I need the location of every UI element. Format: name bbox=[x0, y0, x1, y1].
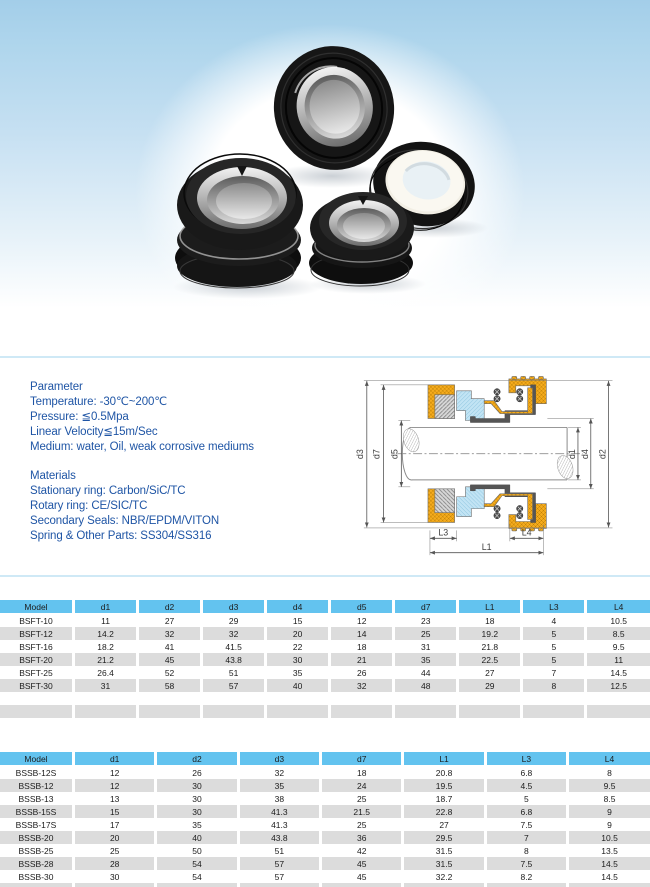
model-cell: BSSB-15S bbox=[0, 805, 74, 818]
value-cell: 12 bbox=[330, 614, 394, 628]
value-cell bbox=[485, 883, 567, 887]
seal-center bbox=[309, 192, 414, 286]
spec-line-temperature: Temperature: -30℃~200℃ bbox=[30, 396, 168, 408]
specs-text bbox=[30, 380, 254, 558]
model-cell: BSSB-30 bbox=[0, 870, 74, 883]
value-cell bbox=[586, 705, 650, 718]
table-row bbox=[0, 666, 650, 679]
value-cell bbox=[586, 692, 650, 705]
value-cell: 22.8 bbox=[403, 805, 485, 818]
value-cell: 21.5 bbox=[321, 805, 403, 818]
value-cell: 19.2 bbox=[458, 627, 522, 640]
value-cell: 14.5 bbox=[610, 667, 627, 678]
value-cell: 24 bbox=[321, 779, 403, 792]
value-cell: 11 bbox=[74, 614, 138, 628]
model-cell: BSSB-28 bbox=[0, 857, 74, 870]
value-cell: 20 bbox=[266, 627, 330, 640]
seal-cross-section-diagram bbox=[352, 371, 648, 571]
value-cell: 7.5 bbox=[485, 818, 567, 831]
value-cell: 31 bbox=[394, 640, 458, 653]
value-cell: 21.2 bbox=[74, 653, 138, 666]
value-cell: 14.2 bbox=[74, 627, 138, 640]
value-cell: 5 bbox=[522, 640, 586, 653]
value-cell: 8 bbox=[522, 679, 586, 692]
model-cell: BSSB-12 bbox=[0, 779, 74, 792]
value-cell: 40 bbox=[156, 831, 238, 844]
value-cell: 35 bbox=[394, 653, 458, 666]
dim-label-d2: d2 bbox=[597, 449, 608, 460]
value-cell bbox=[321, 883, 403, 887]
table-row bbox=[0, 779, 650, 792]
value-cell: 58 bbox=[138, 679, 202, 692]
column-header: d2 bbox=[156, 752, 238, 766]
value-cell: 41.3 bbox=[238, 805, 320, 818]
value-cell: 29 bbox=[202, 614, 266, 628]
column-header: d7 bbox=[321, 752, 403, 766]
model-cell: BSSB-12S bbox=[0, 766, 74, 780]
value-cell: 29 bbox=[458, 679, 522, 692]
value-cell bbox=[74, 883, 156, 887]
dim-label-d5: d5 bbox=[389, 449, 400, 460]
value-cell: 57 bbox=[238, 857, 320, 870]
value-cell bbox=[522, 692, 586, 705]
value-cell: 25 bbox=[74, 844, 156, 857]
value-cell: 32 bbox=[238, 766, 320, 780]
spec-line-pressure: Pressure: ≦0.5Mpa bbox=[30, 411, 129, 423]
value-cell: 5 bbox=[522, 627, 586, 640]
value-cell: 20.8 bbox=[403, 766, 485, 780]
spec-line-spring-parts: Spring & Other Parts: SS304/SS316 bbox=[30, 530, 212, 542]
value-cell: 14 bbox=[330, 627, 394, 640]
value-cell: 52 bbox=[138, 666, 202, 679]
value-cell: 38 bbox=[238, 792, 320, 805]
value-cell: 25 bbox=[321, 792, 403, 805]
value-cell: 30 bbox=[156, 792, 238, 805]
value-cell bbox=[568, 883, 650, 887]
value-cell: 30 bbox=[266, 653, 330, 666]
value-cell: 26.4 bbox=[74, 666, 138, 679]
value-cell: 8 bbox=[485, 844, 567, 857]
value-cell: 19.5 bbox=[403, 779, 485, 792]
value-cell: 29.5 bbox=[403, 831, 485, 844]
table-row bbox=[0, 614, 650, 628]
parameter-title: Parameter bbox=[30, 381, 83, 393]
value-cell bbox=[74, 692, 138, 705]
model-cell: BSFT-10 bbox=[0, 614, 74, 628]
table-row bbox=[0, 818, 650, 831]
dim-label-d7: d7 bbox=[371, 449, 382, 460]
value-cell bbox=[266, 705, 330, 718]
value-cell: 27 bbox=[138, 614, 202, 628]
value-cell: 32.2 bbox=[403, 870, 485, 883]
materials-block bbox=[30, 469, 254, 544]
dim-label-d1: d1 bbox=[567, 449, 577, 460]
value-cell: 22 bbox=[266, 640, 330, 653]
value-cell bbox=[238, 883, 320, 887]
dim-label-L4: L4 bbox=[521, 527, 532, 538]
value-cell: 7 bbox=[522, 666, 586, 679]
dim-label-d4: d4 bbox=[579, 449, 590, 460]
column-header: L3 bbox=[522, 600, 586, 614]
value-cell: 4 bbox=[522, 614, 586, 628]
value-cell: 13 bbox=[74, 792, 156, 805]
value-cell: 32 bbox=[138, 627, 202, 640]
value-cell bbox=[394, 692, 458, 705]
model-cell: BSSB-20 bbox=[0, 831, 74, 844]
value-cell: 45 bbox=[138, 653, 202, 666]
model-cell: BSFT-12 bbox=[0, 627, 74, 640]
value-cell: 18.2 bbox=[74, 640, 138, 653]
value-cell: 4.5 bbox=[485, 779, 567, 792]
column-header: L3 bbox=[485, 752, 567, 766]
table-row bbox=[0, 844, 650, 857]
value-cell: 54 bbox=[156, 857, 238, 870]
value-cell bbox=[202, 692, 266, 705]
value-cell bbox=[156, 883, 238, 887]
dim-label-L3: L3 bbox=[438, 527, 449, 538]
bsft-dimension-table bbox=[0, 600, 650, 718]
value-cell bbox=[522, 705, 586, 718]
value-cell: 45 bbox=[321, 870, 403, 883]
column-header: d1 bbox=[74, 600, 138, 614]
value-cell: 32 bbox=[202, 627, 266, 640]
column-header: d2 bbox=[138, 600, 202, 614]
value-cell: 13.5 bbox=[601, 845, 618, 856]
value-cell: 9.5 bbox=[612, 641, 625, 652]
value-cell: 32 bbox=[330, 679, 394, 692]
model-cell: BSFT-25 bbox=[0, 666, 74, 679]
value-cell: 9 bbox=[607, 819, 612, 830]
header-row bbox=[0, 752, 650, 766]
shaft bbox=[397, 427, 582, 481]
model-cell: BSFT-30 bbox=[0, 679, 74, 692]
table-row bbox=[0, 805, 650, 818]
value-cell: 6.8 bbox=[485, 805, 567, 818]
value-cell bbox=[458, 692, 522, 705]
value-cell: 9 bbox=[568, 805, 650, 818]
value-cell: 27 bbox=[403, 818, 485, 831]
value-cell: 21.8 bbox=[458, 640, 522, 653]
value-cell bbox=[266, 692, 330, 705]
spec-line-secondary-seals: Secondary Seals: NBR/EPDM/VITON bbox=[30, 515, 220, 527]
model-cell: BSFT-16 bbox=[0, 640, 74, 653]
product-photo-section bbox=[0, 0, 650, 350]
spec-line-medium: Medium: water, Oil, weak corrosive mediums bbox=[30, 441, 254, 453]
value-cell: 8.2 bbox=[485, 870, 567, 883]
section-divider bbox=[0, 575, 650, 577]
value-cell: 12.5 bbox=[586, 679, 650, 692]
value-cell: 54 bbox=[156, 870, 238, 883]
header-row bbox=[0, 600, 650, 614]
model-cell: BSSB-17S bbox=[0, 818, 74, 831]
value-cell: 41.3 bbox=[238, 818, 320, 831]
value-cell: 43.8 bbox=[238, 831, 320, 844]
value-cell: 10.5 bbox=[610, 615, 627, 626]
table-row bbox=[0, 679, 650, 692]
value-cell: 8.5 bbox=[586, 627, 650, 640]
value-cell: 26 bbox=[330, 666, 394, 679]
column-header: L4 bbox=[568, 752, 650, 766]
product-photo bbox=[0, 0, 650, 350]
value-cell: 22.5 bbox=[458, 653, 522, 666]
value-cell: 30 bbox=[156, 805, 238, 818]
value-cell: 25 bbox=[321, 818, 403, 831]
value-cell: 30 bbox=[74, 870, 156, 883]
column-header: d3 bbox=[238, 752, 320, 766]
value-cell bbox=[330, 692, 394, 705]
column-header: Model bbox=[0, 752, 74, 766]
value-cell: 35 bbox=[266, 666, 330, 679]
value-cell: 9.5 bbox=[568, 779, 650, 792]
table-row bbox=[0, 692, 650, 705]
value-cell: 41 bbox=[138, 640, 202, 653]
column-header: L1 bbox=[458, 600, 522, 614]
value-cell: 35 bbox=[238, 779, 320, 792]
seal-assembly-upper bbox=[428, 376, 546, 422]
value-cell: 57 bbox=[202, 679, 266, 692]
parameter-block bbox=[30, 380, 254, 455]
value-cell: 40 bbox=[266, 679, 330, 692]
column-header: d5 bbox=[330, 600, 394, 614]
value-cell bbox=[138, 692, 202, 705]
model-cell: BSSB-25 bbox=[0, 844, 74, 857]
spec-line-rotary-ring: Rotary ring: CE/SIC/TC bbox=[30, 500, 148, 512]
value-cell: 18 bbox=[458, 614, 522, 628]
value-cell bbox=[458, 705, 522, 718]
value-cell: 17 bbox=[74, 818, 156, 831]
column-header: L1 bbox=[403, 752, 485, 766]
value-cell: 28 bbox=[74, 857, 156, 870]
value-cell: 27 bbox=[458, 666, 522, 679]
model-cell bbox=[0, 705, 74, 718]
value-cell: 45 bbox=[321, 857, 403, 870]
table-row bbox=[0, 640, 650, 653]
table-row bbox=[0, 883, 650, 887]
value-cell: 50 bbox=[156, 844, 238, 857]
column-header: d1 bbox=[74, 752, 156, 766]
value-cell: 43.8 bbox=[202, 653, 266, 666]
value-cell: 21 bbox=[330, 653, 394, 666]
value-cell bbox=[138, 705, 202, 718]
value-cell: 14.5 bbox=[601, 871, 618, 882]
value-cell: 31.5 bbox=[403, 844, 485, 857]
value-cell: 10.5 bbox=[568, 831, 650, 844]
column-header: d4 bbox=[266, 600, 330, 614]
table-row bbox=[0, 766, 650, 780]
column-header: Model bbox=[0, 600, 74, 614]
dim-label-L1: L1 bbox=[481, 542, 492, 553]
value-cell: 8 bbox=[607, 767, 612, 778]
table-row bbox=[0, 870, 650, 883]
table-row bbox=[0, 653, 650, 666]
value-cell: 18.7 bbox=[403, 792, 485, 805]
value-cell: 31.5 bbox=[403, 857, 485, 870]
value-cell: 48 bbox=[394, 679, 458, 692]
value-cell: 7 bbox=[485, 831, 567, 844]
spec-line-velocity: Linear Velocity≦15m/Sec bbox=[30, 426, 158, 438]
model-cell: BSFT-20 bbox=[0, 653, 74, 666]
value-cell: 44 bbox=[394, 666, 458, 679]
value-cell bbox=[74, 705, 138, 718]
value-cell: 51 bbox=[238, 844, 320, 857]
value-cell: 41.5 bbox=[202, 640, 266, 653]
value-cell: 25 bbox=[394, 627, 458, 640]
table-row bbox=[0, 705, 650, 718]
bssb-dimension-table bbox=[0, 752, 650, 887]
value-cell: 8.5 bbox=[603, 793, 616, 804]
seal-assembly-lower bbox=[428, 485, 546, 531]
model-cell: BSSB-13 bbox=[0, 792, 74, 805]
value-cell: 57 bbox=[238, 870, 320, 883]
value-cell: 20 bbox=[74, 831, 156, 844]
value-cell: 18 bbox=[330, 640, 394, 653]
dim-label-d3: d3 bbox=[354, 449, 365, 460]
column-header: d7 bbox=[394, 600, 458, 614]
value-cell: 51 bbox=[202, 666, 266, 679]
value-cell: 7.5 bbox=[485, 857, 567, 870]
value-cell: 5 bbox=[485, 792, 567, 805]
value-cell: 36 bbox=[321, 831, 403, 844]
section-divider bbox=[0, 356, 650, 358]
value-cell bbox=[202, 705, 266, 718]
value-cell: 31 bbox=[74, 679, 138, 692]
value-cell bbox=[330, 705, 394, 718]
value-cell: 18 bbox=[321, 766, 403, 780]
materials-title: Materials bbox=[30, 470, 76, 482]
value-cell: 14.5 bbox=[568, 857, 650, 870]
value-cell: 15 bbox=[266, 614, 330, 628]
value-cell: 6.8 bbox=[485, 766, 567, 780]
model-cell bbox=[0, 883, 74, 887]
value-cell: 5 bbox=[522, 653, 586, 666]
value-cell: 23 bbox=[394, 614, 458, 628]
model-cell bbox=[0, 692, 74, 705]
value-cell: 12 bbox=[74, 766, 156, 780]
value-cell: 12 bbox=[74, 779, 156, 792]
value-cell: 26 bbox=[156, 766, 238, 780]
value-cell: 35 bbox=[156, 818, 238, 831]
column-header: L4 bbox=[586, 600, 650, 614]
value-cell: 42 bbox=[321, 844, 403, 857]
value-cell bbox=[403, 883, 485, 887]
value-cell: 11 bbox=[586, 653, 650, 666]
table-row bbox=[0, 627, 650, 640]
table-row bbox=[0, 792, 650, 805]
value-cell bbox=[394, 705, 458, 718]
table-row bbox=[0, 857, 650, 870]
value-cell: 30 bbox=[156, 779, 238, 792]
column-header: d3 bbox=[202, 600, 266, 614]
spec-line-stationary-ring: Stationary ring: Carbon/SiC/TC bbox=[30, 485, 186, 497]
table-row bbox=[0, 831, 650, 844]
value-cell: 15 bbox=[74, 805, 156, 818]
